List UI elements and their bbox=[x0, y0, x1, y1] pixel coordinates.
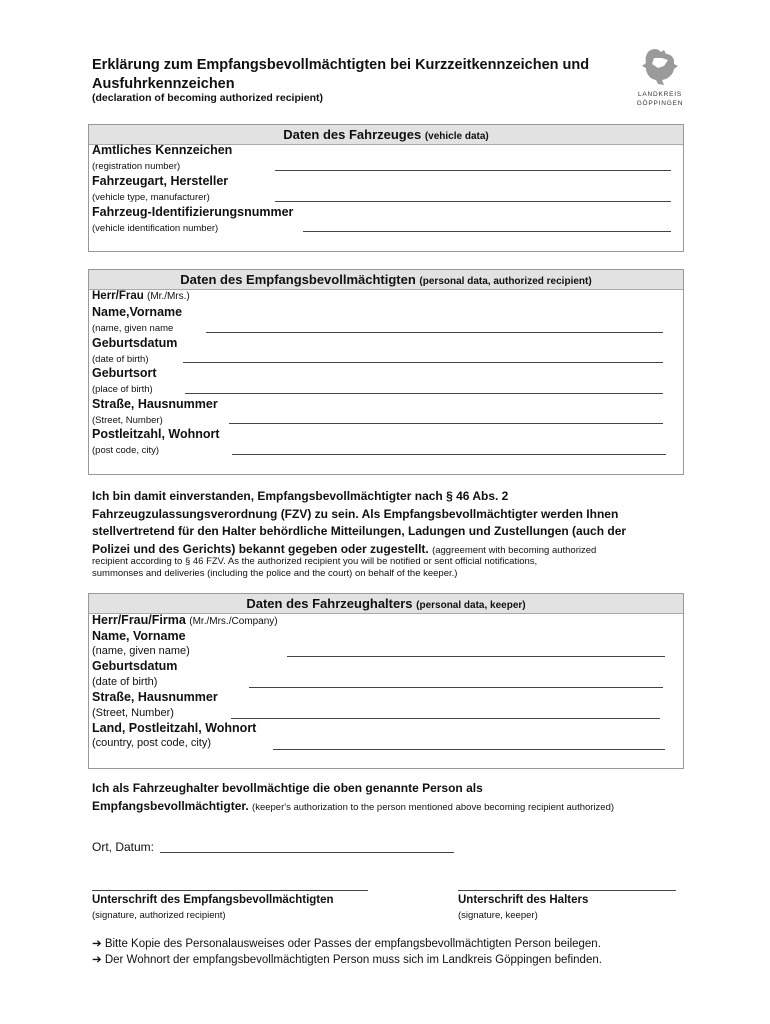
place-date-label: Ort, Datum: bbox=[92, 840, 155, 854]
lion-crest-icon bbox=[638, 44, 682, 88]
place-date-field bbox=[92, 840, 154, 854]
consent-translation bbox=[92, 556, 672, 580]
note-passport-copy: ➔ Bitte Kopie des Personalausweises oder Passes der empfangsbevollmächtigten Person beilegen. bbox=[92, 938, 601, 950]
vehicle-data-heading bbox=[89, 125, 683, 145]
field-sub-keeper-birthdate: (date of birth) bbox=[92, 676, 158, 688]
recipient-salutation-en: (Mr./Mrs.) bbox=[146, 291, 190, 302]
authorization-paragraph bbox=[92, 780, 672, 816]
keeper-heading-de: Daten des Fahrzeughalters bbox=[246, 596, 413, 611]
recipient-heading-en: (personal data, authorized recipient) bbox=[419, 276, 592, 287]
field-label-registration: Amtliches Kennzeichen bbox=[92, 143, 233, 157]
document-title: Erklärung zum Empfangsbevollmächtigten bei Kurzzeitkennzeichen und Ausfuhrkennzeichen bbox=[92, 57, 590, 92]
keeper-city-input-line[interactable] bbox=[273, 749, 665, 750]
field-sub-keeper-name: (name, given name) bbox=[92, 645, 190, 657]
keeper-signature-label: Unterschrift des Halters bbox=[458, 894, 589, 906]
recipient-heading-de: Daten des Empfangsbevollmächtigten bbox=[180, 272, 416, 287]
recipient-data-section bbox=[88, 269, 684, 475]
recipient-signature-sub: (signature, authorized recipient) bbox=[92, 910, 226, 921]
logo-text-landkreis: LANDKREIS bbox=[637, 91, 683, 98]
field-label-vin: Fahrzeug-Identifizierungsnummer bbox=[92, 205, 294, 219]
field-sub-recipient-city: (post code, city) bbox=[92, 445, 160, 456]
recipient-birthdate-input-line[interactable] bbox=[183, 362, 663, 363]
vin-input-line[interactable] bbox=[303, 231, 671, 232]
field-sub-recipient-street: (Street, Number) bbox=[92, 415, 163, 426]
field-label-vehicle-type: Fahrzeugart, Hersteller bbox=[92, 174, 229, 188]
recipient-data-heading bbox=[89, 270, 683, 290]
field-label-recipient-street: Straße, Hausnummer bbox=[92, 397, 218, 411]
recipient-city-input-line[interactable] bbox=[232, 454, 666, 455]
keeper-signature-sub: (signature, keeper) bbox=[458, 910, 538, 921]
vehicle-heading-de: Daten des Fahrzeuges bbox=[283, 127, 422, 142]
field-sub-keeper-city: (country, post code, city) bbox=[92, 737, 212, 749]
field-sub-registration: (registration number) bbox=[92, 161, 181, 172]
field-sub-vin: (vehicle identification number) bbox=[92, 223, 219, 234]
keeper-data-section bbox=[88, 593, 684, 769]
district-logo bbox=[632, 44, 688, 108]
keeper-salutation bbox=[92, 613, 278, 627]
logo-text-goeppingen: GÖPPINGEN bbox=[636, 100, 684, 107]
recipient-signature-line[interactable] bbox=[92, 890, 368, 891]
keeper-data-heading bbox=[89, 594, 683, 614]
keeper-birthdate-input-line[interactable] bbox=[249, 687, 663, 688]
field-label-recipient-name: Name,Vorname bbox=[92, 305, 183, 319]
field-label-recipient-birthdate: Geburtsdatum bbox=[92, 336, 178, 350]
keeper-heading-en: (personal data, keeper) bbox=[416, 600, 526, 611]
authorization-line-1: Ich als Fahrzeughalter bevollmächtige die oben genannte Person als bbox=[92, 781, 483, 795]
place-date-input-line[interactable] bbox=[160, 852, 454, 853]
recipient-street-input-line[interactable] bbox=[229, 423, 663, 424]
registration-input-line[interactable] bbox=[275, 170, 671, 171]
field-label-keeper-birthdate: Geburtsdatum bbox=[92, 659, 178, 673]
consent-line-4-en: (aggreement with becoming authorized bbox=[432, 544, 597, 556]
vehicle-type-input-line[interactable] bbox=[275, 201, 671, 202]
consent-line-4-de: Polizei und des Gerichts) bekannt gegeben oder zugestellt. bbox=[92, 541, 429, 556]
authorization-line-2-en: (keeper's authorization to the person mentioned above becoming recipient authorized) bbox=[252, 801, 615, 813]
authorization-line-2 bbox=[92, 798, 672, 817]
keeper-salutation-en: (Mr./Mrs./Company) bbox=[189, 616, 278, 627]
field-sub-keeper-street: (Street, Number) bbox=[92, 707, 174, 719]
field-sub-vehicle-type: (vehicle type, manufacturer) bbox=[92, 192, 210, 203]
recipient-salutation-de: Herr/Frau bbox=[92, 290, 144, 302]
vehicle-heading-en: (vehicle data) bbox=[424, 131, 489, 142]
consent-paragraph bbox=[92, 488, 672, 559]
keeper-street-input-line[interactable] bbox=[231, 718, 660, 719]
keeper-signature-line[interactable] bbox=[458, 890, 676, 891]
consent-translation-line-1: recipient according to § 46 FZV. As the authorized recipient you will be notified or sent official notifications, bbox=[92, 556, 538, 567]
field-label-keeper-name: Name, Vorname bbox=[92, 629, 186, 643]
keeper-name-input-line[interactable] bbox=[287, 656, 665, 657]
field-label-keeper-street: Straße, Hausnummer bbox=[92, 690, 218, 704]
field-sub-recipient-birthplace: (place of birth) bbox=[92, 384, 153, 395]
recipient-salutation bbox=[92, 290, 190, 302]
document-subtitle: (declaration of becoming authorized recipient) bbox=[92, 92, 324, 104]
field-label-recipient-birthplace: Geburtsort bbox=[92, 366, 157, 380]
consent-line-1: Ich bin damit einverstanden, Empfangsbevollmächtigter nach § 46 Abs. 2 bbox=[92, 489, 509, 503]
note-residence: ➔ Der Wohnort der empfangsbevollmächtigten Person muss sich im Landkreis Göppingen befinden. bbox=[92, 954, 602, 966]
field-sub-recipient-birthdate: (date of birth) bbox=[92, 354, 149, 365]
field-label-recipient-city: Postleitzahl, Wohnort bbox=[92, 427, 220, 441]
vehicle-data-section bbox=[88, 124, 684, 252]
field-sub-recipient-name: (name, given name bbox=[92, 323, 174, 334]
authorization-line-2-de: Empfangsbevollmächtigter. bbox=[92, 798, 249, 813]
consent-line-2: Fahrzeugzulassungsverordnung (FZV) zu sein. Als Empfangsbevollmächtigter werden Ihnen bbox=[92, 506, 619, 521]
consent-translation-line-2: summonses and deliveries (including the police and the court) on behalf of the keeper.) bbox=[92, 568, 458, 579]
recipient-name-input-line[interactable] bbox=[206, 332, 663, 333]
recipient-birthplace-input-line[interactable] bbox=[185, 393, 663, 394]
consent-line-3: stellvertretend für den Halter behördliche Mitteilungen, Ladungen und Zustellungen (auch der bbox=[92, 524, 627, 538]
field-label-keeper-city: Land, Postleitzahl, Wohnort bbox=[92, 721, 257, 735]
recipient-signature-label: Unterschrift des Empfangsbevollmächtigten bbox=[92, 894, 334, 906]
keeper-salutation-de: Herr/Frau/Firma bbox=[92, 613, 186, 627]
